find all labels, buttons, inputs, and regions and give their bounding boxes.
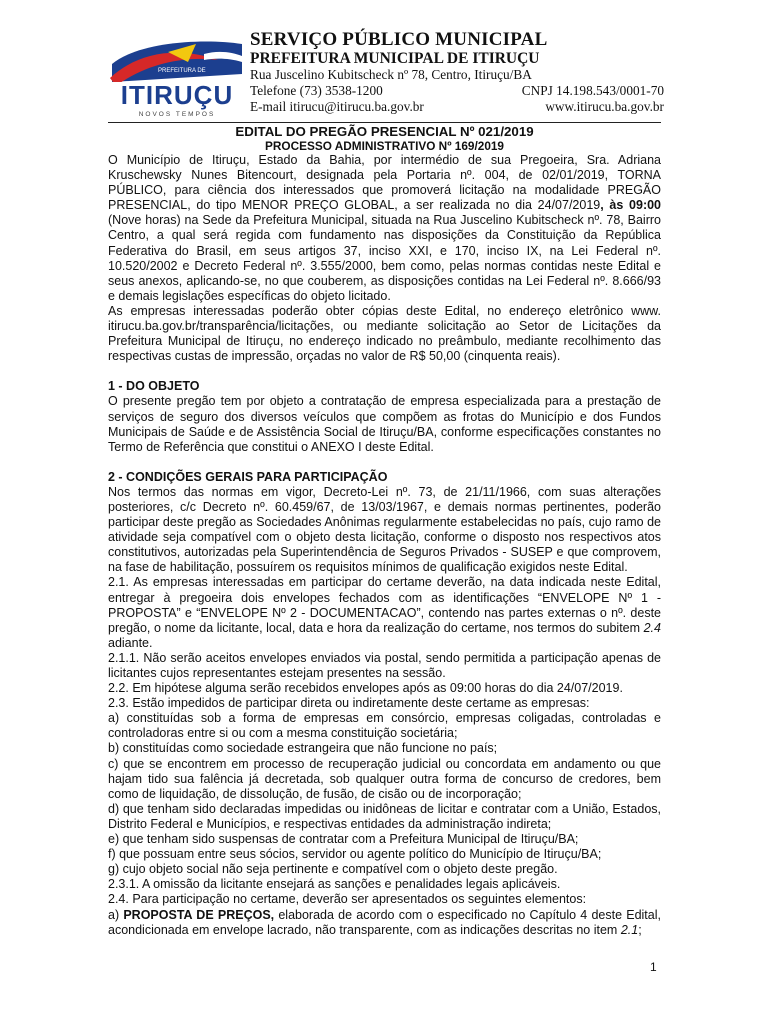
municipal-logo (108, 34, 246, 120)
item-2-3: 2.3. Estão impedidos de participar direta ou indiretamente deste certame as empresas: (108, 696, 590, 711)
item-2-3-b: b) constituídas como sociedade estrangeira que não funcione no país; (108, 741, 498, 756)
document-subtitle: PROCESSO ADMINISTRATIVO Nº 169/2019 (265, 139, 504, 153)
letterhead-subtitle: PREFEITURA MUNICIPAL DE ITIRUÇU (250, 50, 540, 67)
intro-paragraph: O Município de Itiruçu, Estado da Bahia, por intermédio de sua Pregoeira, Sra. Adriana Kruschewsky Nunes Bitencourt, designada pela Portaria nº. 004, de 02/01/2019, TORNA PÚBLICO, para ciência dos interessados que promoverá licitação na modalidade PREGÃO PRESENCIAL, do tipo MENOR PREÇO GLOBAL, a ser realizada no dia 24/07/2019, às 09:00 (Nove horas) na Sede da Prefeitura Municipal, situada na Rua Juscelino Kubitscheck nº. 78, Bairro Centro, a qual será regida com fundamento nas disposições da Constituição da República Federativa do Brasil, em seus artigos 37, inciso XXI, e 170, inciso IX, na Lei Federal nº. 10.520/2002 e Decreto Federal nº. 3.555/2000, bem como, pelas normas contidas neste Edital e seus anexos, aplicando-se, no que couberem, as disposições contidas na Lei Federal nº. 8.666/93 e demais legislações específicas do objeto licitado. (108, 153, 662, 303)
item-2-1-1: 2.1.1. Não serão aceitos envelopes enviados via postal, sendo permitida a participação apenas de licitantes cujos representantes estejam presentes na sessão. (108, 650, 661, 680)
item-2-3-1: 2.3.1. A omissão da licitante ensejará as sanções e penalidades legais aplicáveis. (108, 877, 561, 892)
item-2-4-a: a) PROPOSTA DE PREÇOS, elaborada de acordo com o especificado no Capítulo 4 deste Edital, acondicionada em envelope lacrado, não transparente, com as indicações descritas no item 2.1; (108, 907, 661, 937)
logo-arc-text: PREFEITURA DE (158, 68, 206, 74)
section-2-heading: 2 - CONDIÇÕES GERAIS PARA PARTICIPAÇÃO (108, 469, 388, 484)
letterhead-title: SERVIÇO PÚBLICO MUNICIPAL (250, 29, 548, 50)
item-2-3-c: c) que se encontrem em processo de recuperação judicial ou concordata em andamento ou que hajam tido sua falência já decretada, sob qualquer outra forma de concurso de credores, bem como de liquidação, de dissolução, de fusão, de cisão ou de incorporação; (108, 756, 661, 801)
item-2-2: 2.2. Em hipótese alguma serão recebidos envelopes após as 09:00 horas do dia 24/07/2019. (108, 681, 623, 696)
header-divider (108, 122, 661, 123)
item-2-3-f: f) que possuam entre seus sócios, servidor ou agente político do Município de Itiruçu/BA; (108, 847, 602, 862)
letterhead-email-line (250, 99, 664, 115)
letterhead-phone-line (250, 83, 664, 99)
section-1-heading: 1 - DO OBJETO (108, 379, 200, 394)
item-2-3-e: e) que tenham sido suspensas de contratar com a Prefeitura Municipal de Itiruçu/BA; (108, 832, 579, 847)
section-1-text: O presente pregão tem por objeto a contratação de empresa especializada para a prestação de serviços de seguro dos diversos veículos que compõem as frotas do Município e dos Fundos Municipais de Saúde e de Assistência Social de Itiruçu/BA, conforme especificações constantes no Termo de Referência que constitui o ANEXO I deste Edital. (108, 394, 661, 454)
letterhead (108, 30, 663, 122)
document-body (108, 124, 661, 938)
section-2-text: Nos termos das normas em vigor, Decreto-Lei nº. 73, de 21/11/1966, com suas alterações posteriores, c/c Decreto nº. 60.459/67, de 13/03/1967, e demais normas pertinentes, poderão participar deste pregão as Sociedades Anônimas regularmente estabelecidas no país, cujo ramo de atividade seja compatível com o objeto desta licitação, conforme o disposto nos respectivos atos constitutivos, autorizadas pela Superintendência de Seguros Privados - SUSEP e que comprovem, na fase de habilitação, possuírem os requisitos mínimos de qualificação exigidos neste Edital. (108, 484, 661, 575)
phone: Telefone (73) 3538-1200 (250, 83, 383, 98)
item-2-3-g: g) cujo objeto social não seja pertinente e compatível com o objeto deste pregão. (108, 862, 558, 877)
letterhead-text (250, 30, 664, 115)
item-2-1: 2.1. As empresas interessadas em participar do certame deverão, na data indicada neste Edital, entregar à pregoeira dois envelopes fechados com as identificações “ENVELOPE Nº 1 - PROPOSTA” e “ENVELOPE Nº 2 - DOCUMENTACAO”, contendo nas partes externas o nº. deste pregão, o nome da licitante, local, data e hora da realização do certame, nos termos do subitem 2.4 adiante. (108, 575, 661, 650)
intro-paragraph-2: As empresas interessadas poderão obter cópias deste Edital, no endereço eletrônico www. itirucu.ba.gov.br/transparência/licitações, ou mediante solicitação ao Setor de Licitações da Prefeitura Municipal de Itiruçu, no endereço indicado no preâmbulo, mediante recolhimento das respectivas custas de impressão, orçadas no valor de R$ 50,00 (cinquenta reais). (108, 303, 661, 364)
document-title: EDITAL DO PREGÃO PRESENCIAL Nº 021/2019 (235, 124, 534, 139)
item-2-4: 2.4. Para participação no certame, deverão ser apresentados os seguintes elementos: (108, 892, 587, 907)
page-number: 1 (650, 960, 657, 974)
logo-tagline: NOVOS TEMPOS (138, 111, 216, 118)
address: Rua Juscelino Kubitscheck nº 78, Centro, Itiruçu/BA (250, 67, 532, 82)
item-2-3-d: d) que tenham sido declaradas impedidas ou inidôneas de licitar e contratar com a União, Estados, Distrito Federal e Municípios, e respectivas entidades da administração indireta; (108, 801, 661, 831)
letterhead-address-line (250, 67, 664, 83)
website: www.itirucu.ba.gov.br (545, 99, 664, 114)
logo-name: ITIRUÇU (120, 80, 234, 110)
email: E-mail itirucu@itirucu.ba.gov.br (250, 99, 424, 114)
item-2-3-a: a) constituídas sob a forma de empresas em consórcio, empresas coligadas, controladas e controladoras entre si ou com a mesma constituição societária; (108, 711, 661, 741)
cnpj: CNPJ 14.198.543/0001-70 (521, 83, 664, 98)
